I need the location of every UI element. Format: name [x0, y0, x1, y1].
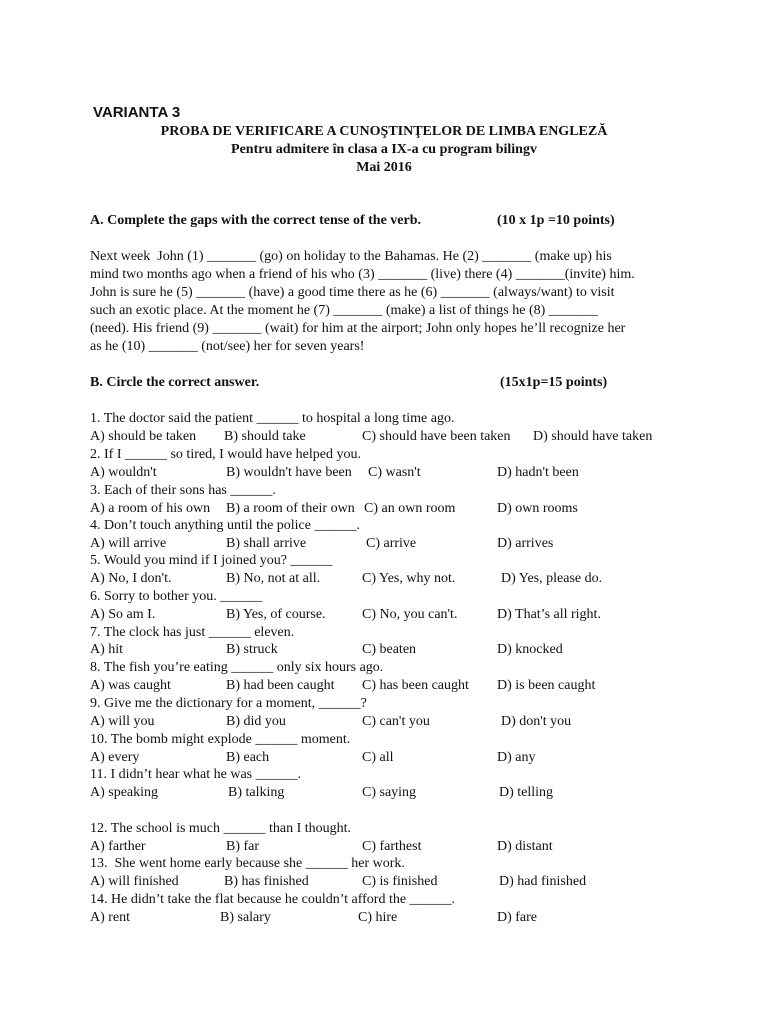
question-text: 14. He didn’t take the flat because he couldn’t afford the ______.: [90, 892, 456, 907]
section-a-line: mind two months ago when a friend of his who (3) _______ (live) there (4) _______(invite) him.: [90, 267, 635, 282]
answer-option[interactable]: A) No, I don't.: [90, 571, 172, 586]
answer-option[interactable]: D) arrives: [497, 536, 554, 551]
answer-option[interactable]: D) hadn't been: [497, 465, 579, 480]
exam-title: PROBA DE VERIFICARE A CUNOŞTINŢELOR DE LIMBA ENGLEZĂ: [160, 124, 608, 139]
section-a-heading: A. Complete the gaps with the correct tense of the verb.: [90, 213, 421, 228]
answer-option[interactable]: B) Yes, of course.: [226, 607, 326, 622]
variant-label: VARIANTA 3: [93, 104, 181, 121]
answer-option[interactable]: C) all: [362, 750, 394, 765]
exam-date: Mai 2016: [356, 160, 412, 175]
question-text: 10. The bomb might explode ______ moment.: [90, 732, 351, 747]
answer-option[interactable]: C) farthest: [362, 839, 422, 854]
question-text: 5. Would you mind if I joined you? ______: [90, 553, 333, 568]
answer-option[interactable]: A) will finished: [90, 874, 179, 889]
answer-option[interactable]: A) a room of his own: [90, 501, 211, 516]
question-text: 11. I didn’t hear what he was ______.: [90, 767, 302, 782]
answer-option[interactable]: A) was caught: [90, 678, 171, 693]
section-a-line: as he (10) _______ (not/see) her for seven years!: [90, 339, 365, 354]
question-text: 2. If I ______ so tired, I would have helped you.: [90, 447, 361, 462]
question-text: 1. The doctor said the patient ______ to hospital a long time ago.: [90, 411, 455, 426]
answer-option[interactable]: C) has been caught: [362, 678, 469, 693]
answer-option[interactable]: B) a room of their own: [226, 501, 355, 516]
answer-option[interactable]: D) should have taken: [533, 429, 653, 444]
answer-option[interactable]: B) had been caught: [226, 678, 335, 693]
answer-option[interactable]: D) distant: [497, 839, 553, 854]
answer-option[interactable]: C) should have been taken: [362, 429, 511, 444]
question-text: 3. Each of their sons has ______.: [90, 483, 276, 498]
section-a-line: Next week John (1) _______ (go) on holiday to the Bahamas. He (2) _______ (make up) his: [90, 249, 612, 264]
exam-subtitle: Pentru admitere în clasa a IX-a cu program bilingv: [231, 142, 537, 157]
question-text: 4. Don’t touch anything until the police ______.: [90, 518, 360, 533]
answer-option[interactable]: A) speaking: [90, 785, 159, 800]
answer-option[interactable]: A) hit: [90, 642, 124, 657]
answer-option[interactable]: D) That’s all right.: [497, 607, 601, 622]
answer-option[interactable]: B) talking: [228, 785, 285, 800]
answer-option[interactable]: B) has finished: [224, 874, 309, 889]
answer-option[interactable]: B) each: [226, 750, 270, 765]
answer-option[interactable]: C) an own room: [364, 501, 456, 516]
answer-option[interactable]: D) telling: [499, 785, 554, 800]
section-b-points: (15x1p=15 points): [500, 375, 608, 390]
answer-option[interactable]: C) hire: [358, 910, 398, 925]
answer-option[interactable]: A) will you: [90, 714, 155, 729]
answer-option[interactable]: A) will arrive: [90, 536, 167, 551]
question-text: 8. The fish you’re eating ______ only six hours ago.: [90, 660, 384, 675]
answer-option[interactable]: B) salary: [220, 910, 271, 925]
question-text: 9. Give me the dictionary for a moment, ______?: [90, 696, 367, 711]
answer-option[interactable]: D) fare: [497, 910, 538, 925]
answer-option[interactable]: C) Yes, why not.: [362, 571, 456, 586]
answer-option[interactable]: C) wasn't: [368, 465, 421, 480]
answer-option[interactable]: A) So am I.: [90, 607, 156, 622]
answer-option[interactable]: D) is been caught: [497, 678, 596, 693]
answer-option[interactable]: B) did you: [226, 714, 286, 729]
answer-option[interactable]: B) No, not at all.: [226, 571, 321, 586]
answer-option[interactable]: B) shall arrive: [226, 536, 307, 551]
answer-option[interactable]: D) don't you: [501, 714, 572, 729]
answer-option[interactable]: B) struck: [226, 642, 278, 657]
answer-option[interactable]: D) Yes, please do.: [501, 571, 603, 586]
answer-option[interactable]: A) every: [90, 750, 140, 765]
question-text: 7. The clock has just ______ eleven.: [90, 625, 295, 640]
answer-option[interactable]: B) far: [226, 839, 260, 854]
section-a-line: (need). His friend (9) _______ (wait) for him at the airport; John only hopes he’ll recognize her: [90, 321, 626, 336]
answer-option[interactable]: D) any: [497, 750, 536, 765]
answer-option[interactable]: D) own rooms: [497, 501, 578, 516]
answer-option[interactable]: A) farther: [90, 839, 146, 854]
answer-option[interactable]: D) had finished: [499, 874, 587, 889]
answer-option[interactable]: A) rent: [90, 910, 131, 925]
answer-option[interactable]: C) No, you can't.: [362, 607, 458, 622]
answer-option[interactable]: A) wouldn't: [90, 465, 157, 480]
answer-option[interactable]: A) should be taken: [90, 429, 197, 444]
section-b-heading: B. Circle the correct answer.: [90, 375, 260, 390]
section-a-line: such an exotic place. At the moment he (7) _______ (make) a list of things he (8) _______: [90, 303, 598, 318]
question-text: 12. The school is much ______ than I thought.: [90, 821, 352, 836]
answer-option[interactable]: C) is finished: [362, 874, 438, 889]
question-text: 6. Sorry to bother you. ______: [90, 589, 263, 604]
answer-option[interactable]: B) should take: [224, 429, 306, 444]
section-a-points: (10 x 1p =10 points): [497, 213, 615, 228]
answer-option[interactable]: C) can't you: [362, 714, 430, 729]
answer-option[interactable]: C) beaten: [362, 642, 417, 657]
answer-option[interactable]: C) arrive: [366, 536, 417, 551]
section-a-line: John is sure he (5) _______ (have) a good time there as he (6) _______ (always/want) to visit: [90, 285, 615, 300]
answer-option[interactable]: D) knocked: [497, 642, 563, 657]
answer-option[interactable]: C) saying: [362, 785, 417, 800]
question-text: 13. She went home early because she ______ her work.: [90, 856, 405, 871]
answer-option[interactable]: B) wouldn't have been: [226, 465, 352, 480]
